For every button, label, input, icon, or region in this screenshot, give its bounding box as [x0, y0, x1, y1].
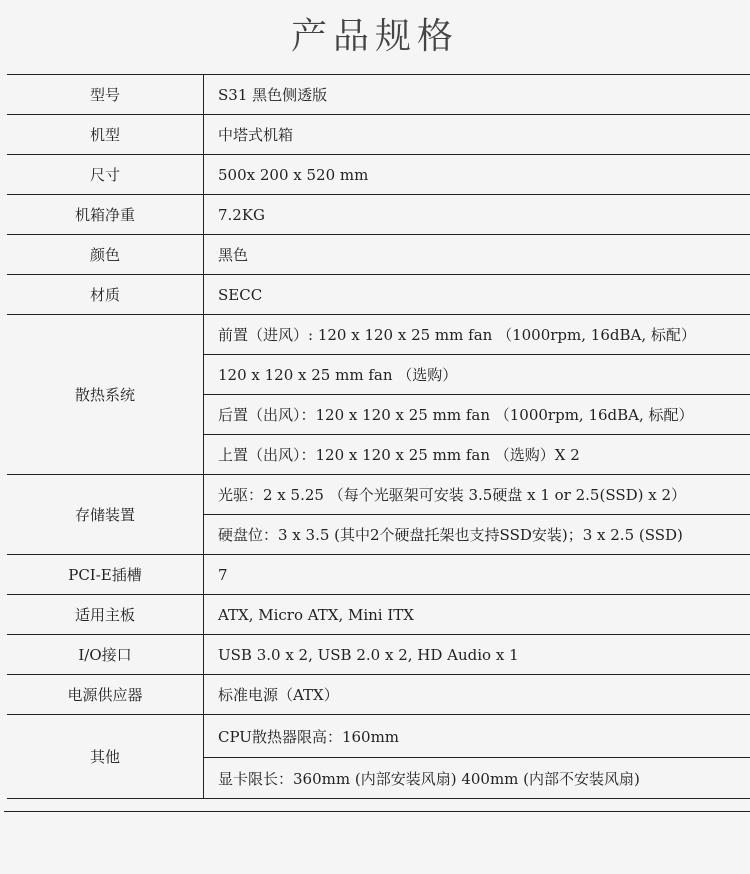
- spec-label: 适用主板: [7, 595, 204, 635]
- spec-row: [7, 155, 750, 195]
- spec-value: 7.2KG: [204, 195, 750, 235]
- spec-row: [7, 115, 750, 155]
- spec-value: USB 3.0 x 2, USB 2.0 x 2, HD Audio x 1: [204, 635, 750, 675]
- spec-label: 机型: [7, 115, 204, 155]
- spec-label: 颜色: [7, 235, 204, 275]
- spec-label: 存储装置: [7, 475, 204, 555]
- spec-row: [7, 75, 750, 115]
- spec-row: [7, 715, 750, 758]
- spec-value: 7: [204, 555, 750, 595]
- spec-row: [7, 275, 750, 315]
- spec-value: ATX, Micro ATX, Mini ITX: [204, 595, 750, 635]
- spec-label: 机箱净重: [7, 195, 204, 235]
- spec-row: [7, 595, 750, 635]
- spec-label: 电源供应器: [7, 675, 204, 715]
- spec-value: 光驱：2 x 5.25 （每个光驱架可安装 3.5硬盘 x 1 or 2.5(SSD) x 2）: [204, 475, 750, 515]
- spec-value: S31 黑色侧透版: [204, 75, 750, 115]
- spec-value: 120 x 120 x 25 mm fan （选购）: [204, 355, 750, 395]
- spec-row: [7, 675, 750, 715]
- spec-table: [7, 74, 750, 799]
- spec-label: 型号: [7, 75, 204, 115]
- spec-value: 硬盘位：3 x 3.5 (其中2个硬盘托架也支持SSD安装)；3 x 2.5 (SSD): [204, 515, 750, 555]
- spec-value: 标准电源（ATX）: [204, 675, 750, 715]
- spec-value: 显卡限长：360mm (内部安装风扇) 400mm (内部不安装风扇): [204, 758, 750, 799]
- page-title: 产品规格: [290, 16, 459, 57]
- spec-row: [7, 555, 750, 595]
- spec-row: [7, 635, 750, 675]
- spec-value: 黑色: [204, 235, 750, 275]
- spec-row: [7, 195, 750, 235]
- spec-value: 中塔式机箱: [204, 115, 750, 155]
- spec-value: 上置（出风）：120 x 120 x 25 mm fan （选购）X 2: [204, 435, 750, 475]
- spec-value: 前置（进风）: 120 x 120 x 25 mm fan （1000rpm, 16dBA, 标配）: [204, 315, 750, 355]
- spec-label: I/O接口: [7, 635, 204, 675]
- spec-row: [7, 235, 750, 275]
- spec-value: CPU散热器限高：160mm: [204, 715, 750, 758]
- spec-label: 其他: [7, 715, 204, 799]
- table-bottom-divider: [4, 811, 750, 812]
- spec-label: 散热系统: [7, 315, 204, 475]
- spec-row: [7, 315, 750, 355]
- spec-value: 500x 200 x 520 mm: [204, 155, 750, 195]
- spec-label: PCI-E插槽: [7, 555, 204, 595]
- spec-value: 后置（出风）：120 x 120 x 25 mm fan （1000rpm, 16dBA, 标配）: [204, 395, 750, 435]
- spec-label: 尺寸: [7, 155, 204, 195]
- spec-label: 材质: [7, 275, 204, 315]
- spec-row: [7, 475, 750, 515]
- spec-value: SECC: [204, 275, 750, 315]
